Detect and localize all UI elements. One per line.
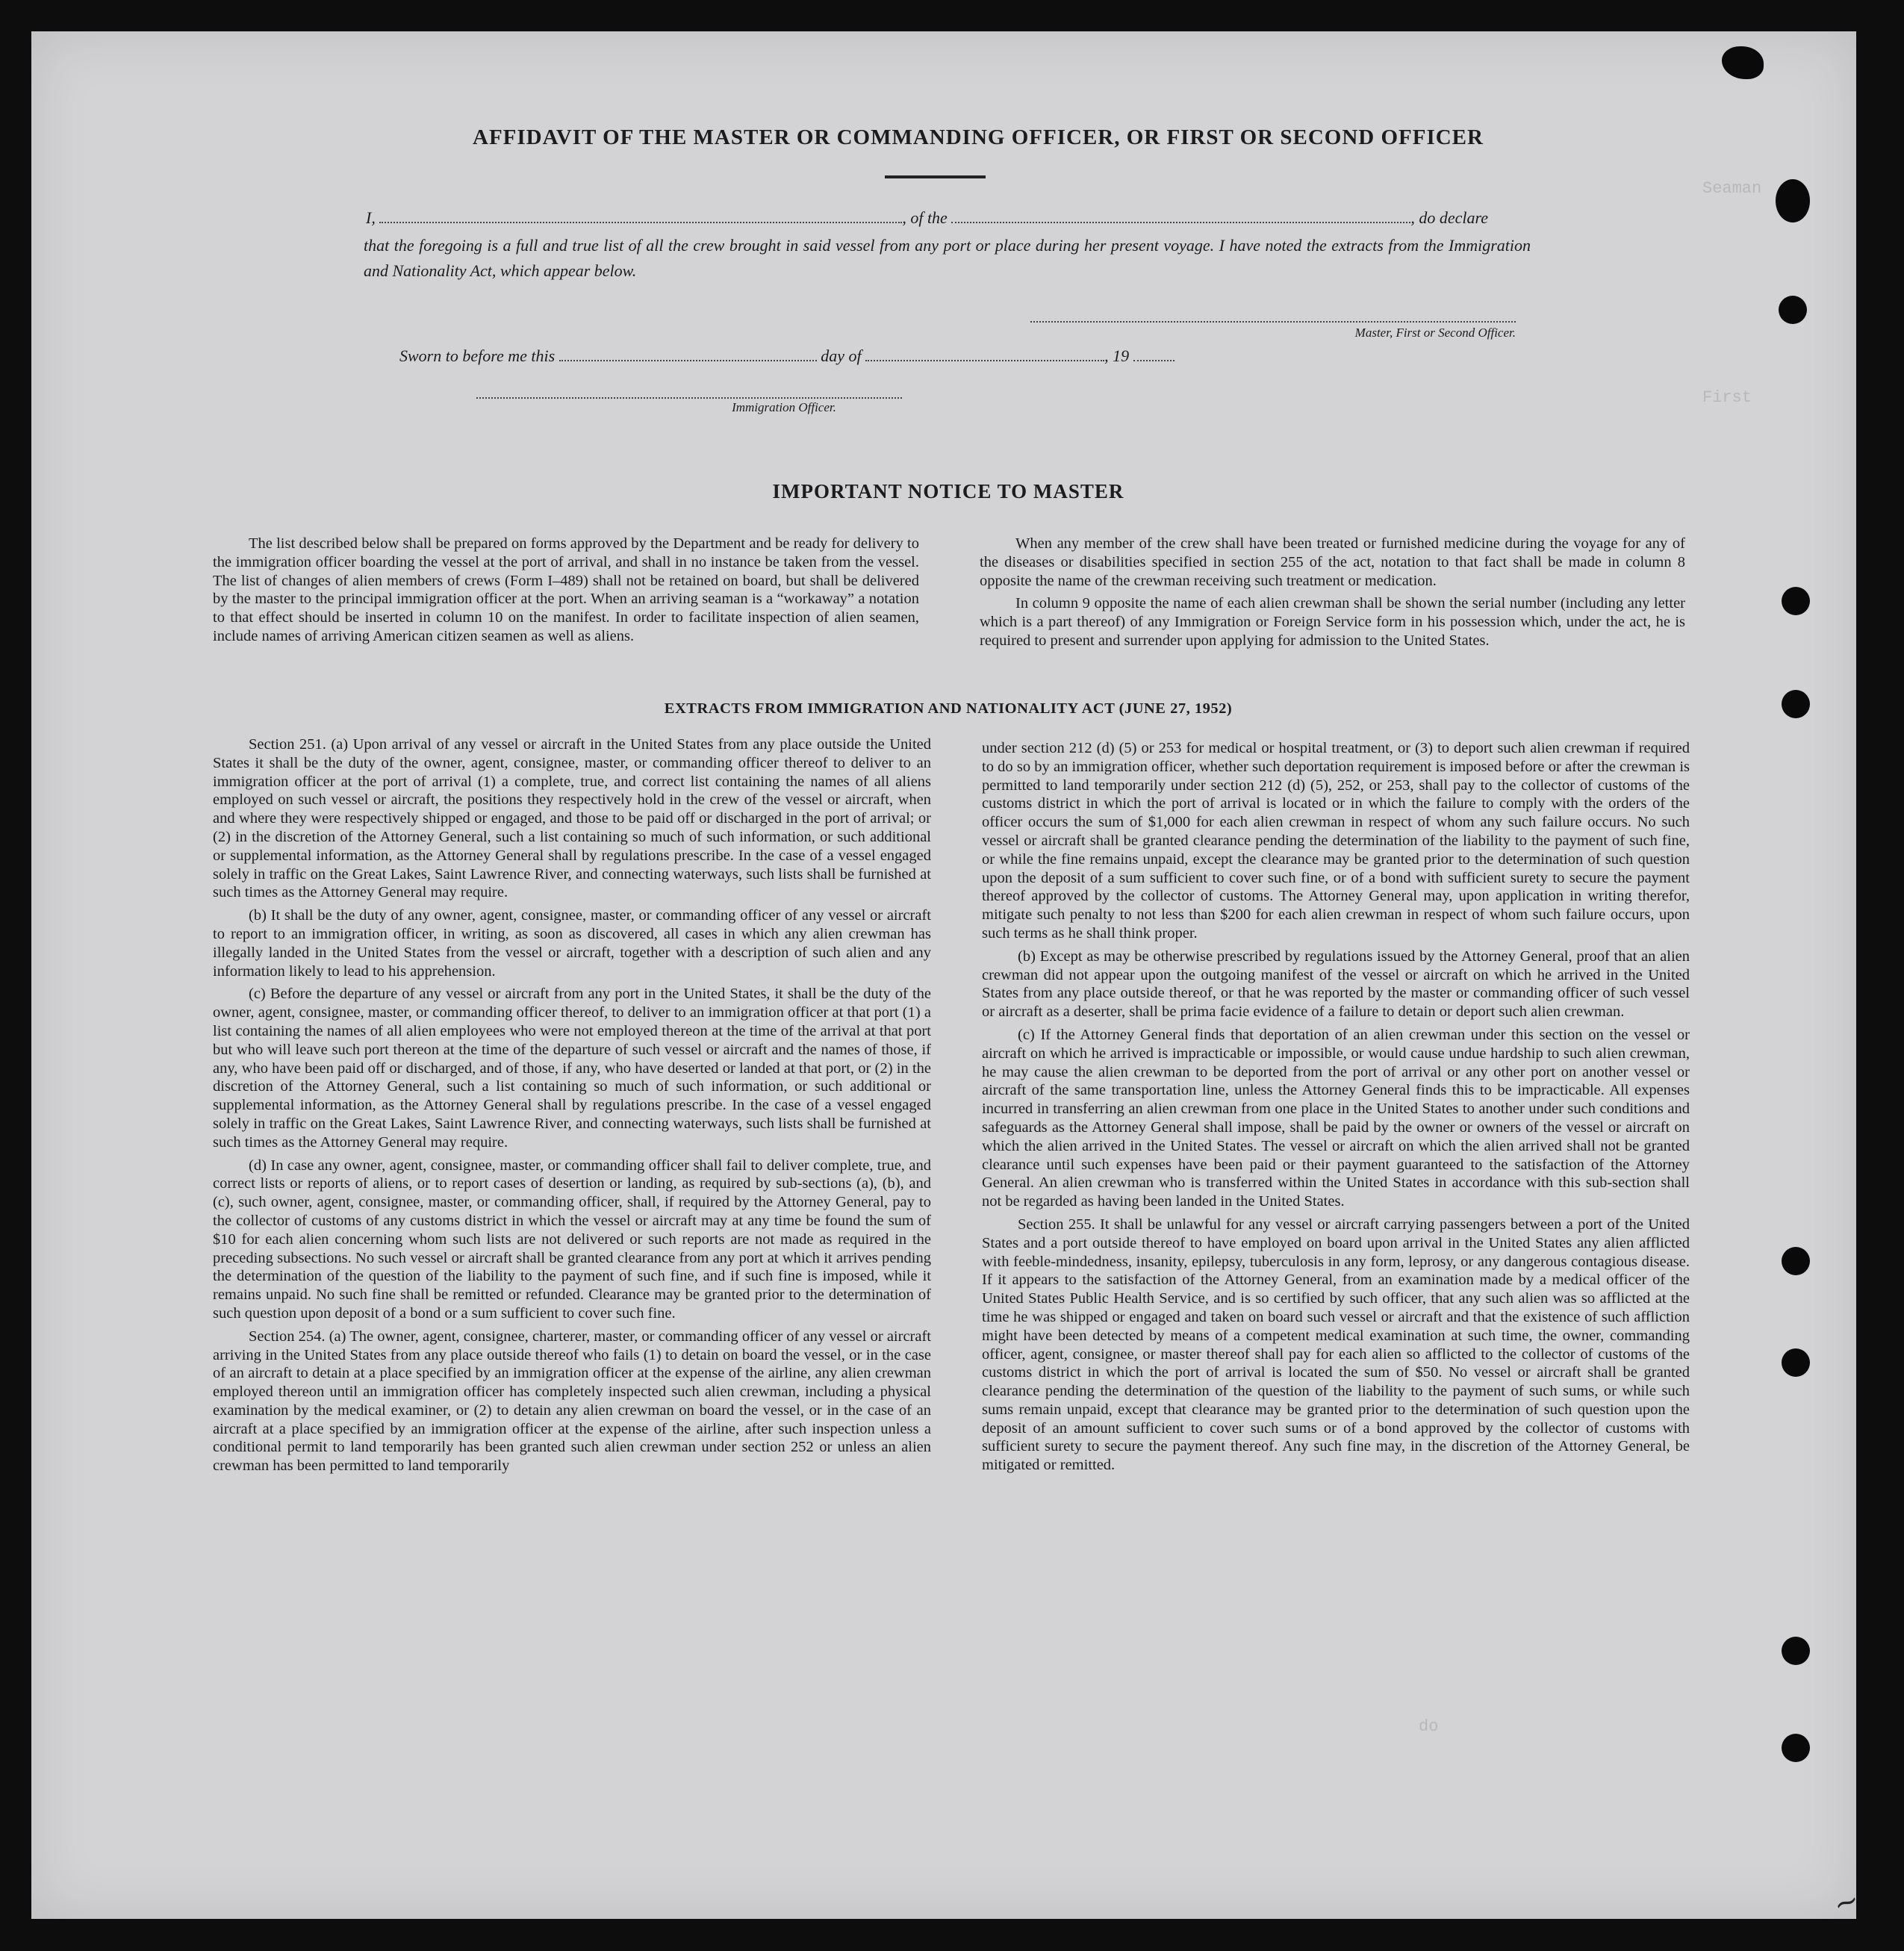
notice-right-column bbox=[980, 535, 1685, 650]
bleed-through: Seaman bbox=[1702, 179, 1762, 198]
extracts-right-column bbox=[982, 739, 1690, 1475]
bleed-through: First bbox=[1702, 388, 1752, 407]
notice-left-column bbox=[213, 535, 919, 646]
notice-title: IMPORTANT NOTICE TO MASTER bbox=[772, 480, 1124, 502]
punch-hole bbox=[1782, 1247, 1810, 1275]
notice-paragraph: The list described below shall be prepared on forms approved by the Department and be ready for delivery to the immigration officer boarding the vessel at the port of arrival, and shall in no instance be taken from the vessel. The list of changes of alien members of crews (Form I–489) shall not be retained on board, but shall be delivered by the master to the principal immigration officer at the port. When an arriving seaman is a “workaway” a notation to that effect should be inserted in column 10 on the manifest. In order to facilitate inspection of alien seamen, include names of arriving American citizen seamen as well as aliens. bbox=[213, 535, 919, 644]
extracts-left-column bbox=[213, 735, 931, 1475]
signature-label: Master, First or Second Officer. bbox=[1354, 326, 1516, 340]
immigration-officer-line[interactable] bbox=[476, 397, 902, 399]
do-declare-label: , do declare bbox=[1410, 208, 1488, 227]
day-of-label: day of bbox=[821, 346, 862, 365]
signature-line[interactable] bbox=[1030, 321, 1516, 323]
punch-hole bbox=[1782, 1637, 1810, 1665]
section-251d: (d) In case any owner, agent, consignee, master, or commanding officer shall fail to deliver complete, true, and correct lists or reports of aliens, or to report cases of desertion or landing, as required by sub-sections (a), (b), and (c), such owner, agent, consignee, master, or commanding officer, shall, if required by the Attorney General, pay to the collector of customs of any customs district in which the vessel or aircraft may at any time be found the sum of $10 for each alien concerning whom such lists are not delivered or such reports are not made as required in the preceding subsections. No such vessel or aircraft shall be granted clearance from any port at which it arrives pending the determination of the question of the liability to the payment of such fine, and if such fine is imposed, while it remains unpaid. No such fine shall be remitted or refunded. Clearance may be granted prior to the determination of such question upon deposit of a bond or a sum sufficient to cover such fine. bbox=[213, 1157, 931, 1322]
punch-hole bbox=[1782, 587, 1810, 615]
notice-paragraph: In column 9 opposite the name of each alien crewman shall be shown the serial number (including any letter which is a part thereof) of any Immigration or Foreign Service form in his possession which, under the act, he is required to present and surrender upon applying for admission to the United States. bbox=[980, 595, 1685, 649]
section-251c: (c) Before the departure of any vessel or aircraft from any port in the United States, it shall be the duty of the owner, agent, consignee, master, or commanding officer thereof, to deliver to an immigration officer at that port (1) a list containing the names of all alien employees who were not employed thereon at the time of the arrival at that port but who will leave such port thereon at the time of the departure of such vessel or aircraft and the names of those, if any, who have been paid off or discharged, and of those, if any, who have deserted or landed at that port, or (2) in the discretion of the Attorney General, such a list containing so much of such information, or such additional or supplemental information, as the Attorney General shall by regulations prescribe. In the case of a vessel engaged solely in traffic on the Great Lakes, Saint Lawrence River, and connecting waterways, such lists shall be furnished at such times as the Attorney General may require. bbox=[213, 986, 931, 1151]
title-divider bbox=[885, 175, 986, 178]
name-blank[interactable] bbox=[379, 205, 902, 223]
sworn-month-blank[interactable] bbox=[865, 343, 1104, 361]
declaration-text: that the foregoing is a full and true list of all the crew brought in said vessel from any port or place during her present voyage. I have noted the extracts from the Immigration and Nationality Act, which appear below. bbox=[364, 236, 1531, 280]
extracts-title: EXTRACTS FROM IMMIGRATION AND NATIONALITY ACT (JUNE 27, 1952) bbox=[664, 700, 1233, 717]
section-254a: Section 254. (a) The owner, agent, consignee, charterer, master, or commanding officer of any vessel or aircraft arriving in the United States from any place outside thereof who fails (1) to detain on board the vessel, or in the case of an aircraft to detain at a place specified by an immigration officer at the expense of the airline, any alien crewman employed thereon until an immigration officer has completely inspected such alien crewman, including a physical examination by the medical examiner, or (2) to detain any alien crewman on board the vessel, or in the case of an aircraft at a place specified by an immigration officer at the expense of the airline, after such inspection unless a conditional permit to land temporarily has been granted such alien crewman under section 252 or unless an alien crewman has been permitted to land temporarily bbox=[213, 1328, 931, 1475]
section-254a-continued: under section 212 (d) (5) or 253 for medical or hospital treatment, or (3) to deport such alien crewman if required to do so by an immigration officer, whether such deportation requirement is imposed before or after the crewman is permitted to land temporarily under section 212 (d) (5), 252, or 253, shall pay to the collector of customs of the customs district in which the port of arrival is located or in which the failure to comply with the orders of the officer occurs the sum of $1,000 for each alien crewman in respect of whom any such failure occurs. No such vessel or aircraft shall be granted clearance pending the determination of the liability to the payment of such fine, or while the fine remains unpaid, except the clearance may be granted prior to the determination of such question upon the deposit of a sum sufficient to cover such fine, or of a bond with sufficient surety to secure the payment thereof approved by the collector of customs. The Attorney General may, upon application in writing therefor, mitigate such penalty to not less than $200 for each alien crewman in respect of whom such failure occurs, upon such terms as he shall think proper. bbox=[982, 740, 1690, 942]
sworn-label: Sworn to before me this bbox=[399, 346, 556, 365]
punch-hole bbox=[1782, 690, 1810, 718]
section-254b: (b) Except as may be otherwise prescribed by regulations issued by the Attorney General, proof that an alien crewman did not appear upon the outgoing manifest of the vessel or aircraft on which he arrived in the United States from any place outside thereof, or that he was reported by the master or commanding officer of such vessel or aircraft as a deserter, shall be prima facie evidence of a failure to detain or deport such alien crewman. bbox=[982, 948, 1690, 1021]
bleed-through: do bbox=[1419, 1717, 1439, 1736]
punch-hole-blob bbox=[1776, 179, 1810, 223]
sworn-line bbox=[399, 343, 1295, 366]
section-254c: (c) If the Attorney General finds that deportation of an alien crewman under this section on the vessel or aircraft on which he arrived is impracticable or impossible, or would cause undue hardship to such alien crewman, he may cause the alien crewman to be deported from the port of arrival or any other port on another vessel or aircraft of the same transportation line, unless the Attorney General finds this to be impracticable. All expenses incurred in transferring an alien crewman from one place in the United States to another under such conditions and safeguards as the Attorney General shall impose, shall be paid by the owner or owners of the vessel or aircraft on which the alien arrived in the United States. The vessel or aircraft on which the alien arrived shall not be granted clearance until such expenses have been paid or their payment guaranteed to the satisfaction of the Attorney General. An alien crewman who is transferred within the United States in accordance with this sub-section shall not be regarded as having been landed in the United States. bbox=[982, 1026, 1690, 1210]
punch-hole bbox=[1782, 1734, 1810, 1762]
vessel-blank[interactable] bbox=[951, 205, 1410, 223]
margin-mark: ~ bbox=[1829, 1882, 1864, 1923]
punch-hole bbox=[1782, 1348, 1810, 1377]
sworn-day-blank[interactable] bbox=[559, 343, 817, 361]
punch-hole bbox=[1779, 296, 1807, 324]
i-label: I, bbox=[366, 208, 376, 227]
of-the-label: , of the bbox=[902, 208, 948, 227]
immigration-officer-label: Immigration Officer. bbox=[732, 400, 836, 414]
notice-paragraph: When any member of the crew shall have been treated or furnished medicine during the voyage for any of the diseases or disabilities specified in section 255 of the act, notation to that fact shall be made in column 8 opposite the name of the crewman receiving such treatment or medication. bbox=[980, 535, 1685, 589]
sworn-year-blank[interactable] bbox=[1133, 343, 1175, 361]
affidavit-title: AFFIDAVIT OF THE MASTER OR COMMANDING OFFICER, OR FIRST OR SECOND OFFICER bbox=[473, 125, 1484, 149]
declaration-line bbox=[366, 205, 1531, 230]
year-prefix: , 19 bbox=[1104, 346, 1130, 365]
section-251b: (b) It shall be the duty of any owner, agent, consignee, master, or commanding officer of any vessel or aircraft to report to an immigration officer, in writing, as soon as discovered, all cases in which any alien crewman has illegally landed in the United States from the vessel or aircraft, together with a description of such alien and any information likely to lead to his apprehension. bbox=[213, 907, 931, 980]
section-251a: Section 251. (a) Upon arrival of any vessel or aircraft in the United States from any place outside the United States it shall be the duty of the owner, agent, consignee, master, or commanding officer thereof to deliver to an immigration officer at the port of arrival (1) a complete, true, and correct list containing the names of all aliens employed on such vessel or aircraft, the positions they respectively hold in the crew of the vessel or aircraft, when and where they were respectively shipped or engaged, and those to be paid off or discharged in the port of arrival; or (2) in the discretion of the Attorney General, such a list containing so much of such information, or such additional or supplemental information, as the Attorney General shall by regulations prescribe. In the case of a vessel engaged solely in traffic on the Great Lakes, Saint Lawrence River, and connecting waterways, such lists shall be furnished at such times as the Attorney General may require. bbox=[213, 736, 931, 901]
section-255: Section 255. It shall be unlawful for any vessel or aircraft carrying passengers between a port of the United States and a port outside thereof to have employed on board upon arrival in the United States any alien afflicted with feeble-mindedness, insanity, epilepsy, tuberculosis in any form, leprosy, or any dangerous contagious disease. If it appears to the satisfaction of the Attorney General, from an examination made by a medical officer of the United States Public Health Service, and is so certified by such officer, that any such alien was so afflicted at the time he was shipped or engaged and taken on board such vessel or aircraft and that the existence of such affliction might have been detected by means of a competent medical examination at such time, the owner, commanding officer, agent, consignee, or master thereof shall pay for each alien so afflicted to the collector of customs of the customs district in which the port of arrival is located the sum of $50. No vessel or aircraft shall be granted clearance pending the determination of the question of the liability to the payment of such sums, or while such sums remain unpaid, except that clearance may be granted prior to the determination of such question upon the deposit of an amount sufficient to cover such sums or of a bond approved by the collector of customs with sufficient surety to secure the payment thereof. Any such fine may, in the discretion of the Attorney General, be mitigated or remitted. bbox=[982, 1216, 1690, 1474]
